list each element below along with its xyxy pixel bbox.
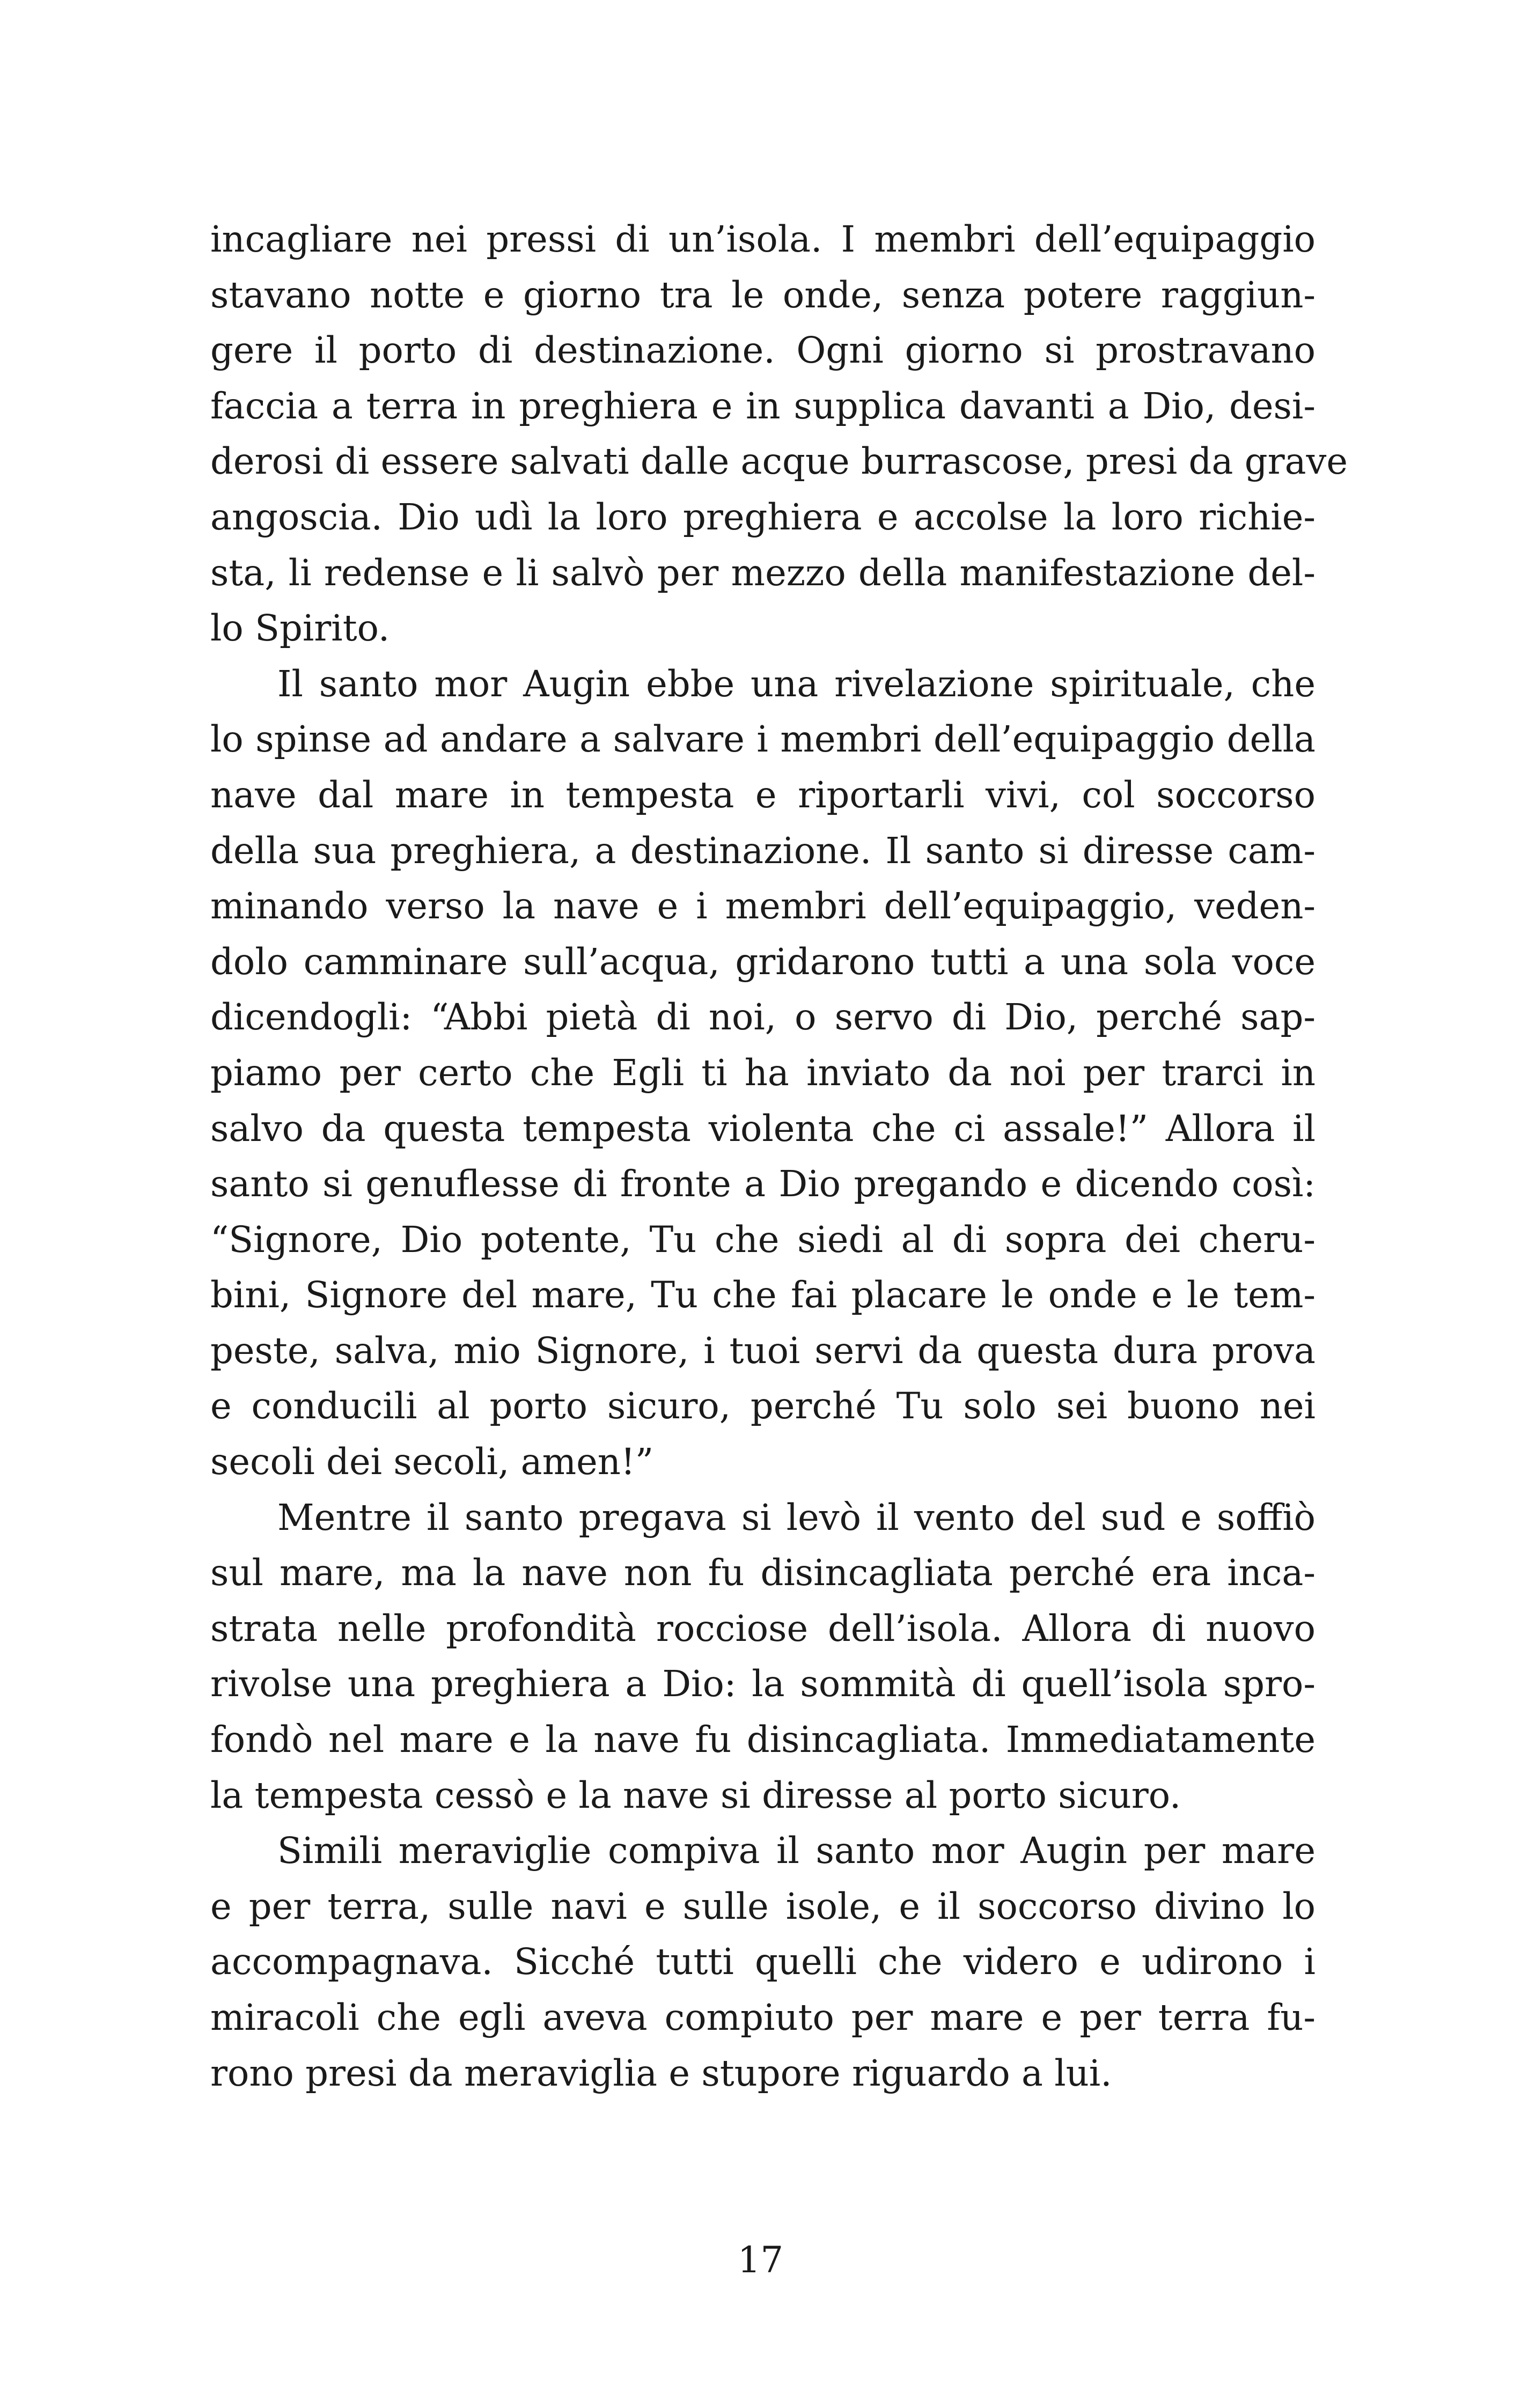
text-line: “Signore, Dio potente, Tu che siedi al di sopra dei cheru- [210, 1218, 1316, 1261]
paragraph [210, 1490, 1316, 1824]
text-line: peste, salva, mio Signore, i tuoi servi da questa dura prova [210, 1329, 1316, 1372]
text-line: miracoli che egli aveva compiuto per mare e per terra fu- [210, 1997, 1316, 2038]
text-line: stavano notte e giorno tra le onde, senza potere raggiun- [210, 274, 1316, 316]
text-line: bini, Signore del mare, Tu che fai placare le onde e le tem- [210, 1274, 1316, 1316]
text-line: piamo per certo che Egli ti ha inviato da noi per trarci in [210, 1051, 1316, 1094]
paragraph [210, 212, 1348, 657]
text-line: gere il porto di destinazione. Ogni giorno si prostravano [210, 329, 1316, 372]
text-line: accompagnava. Sicché tutti quelli che videro e udirono i [210, 1941, 1316, 1983]
text-line: derosi di essere salvati dalle acque burrascose, presi da grave [210, 440, 1348, 483]
text-line: della sua preghiera, a destinazione. Il santo si diresse cam- [210, 829, 1316, 872]
text-line: salvo da questa tempesta violenta che ci assale!” Allora il [210, 1107, 1316, 1150]
text-line: dicendogli: “Abbi pietà di noi, o servo di Dio, perché sap- [210, 996, 1316, 1039]
text-line: minando verso la nave e i membri dell’equipaggio, veden- [210, 885, 1316, 927]
body-text [210, 212, 1348, 2101]
text-line: Simili meraviglie compiva il santo mor Augin per mare [277, 1830, 1316, 1872]
paragraph [210, 1823, 1316, 2101]
text-line: angoscia. Dio udì la loro preghiera e accolse la loro richie- [210, 496, 1316, 538]
paragraph [210, 657, 1316, 1490]
text-line: lo spinse ad andare a salvare i membri dell’equipaggio della [210, 718, 1316, 761]
text-line: nave dal mare in tempesta e riportarli vivi, col soccorso [210, 774, 1316, 816]
text-line: dolo camminare sull’acqua, gridarono tutti a una sola voce [210, 940, 1316, 983]
page-number: 17 [737, 2239, 784, 2281]
text-line: Il santo mor Augin ebbe una rivelazione spirituale, che [277, 662, 1316, 705]
text-line: faccia a terra in preghiera e in supplica davanti a Dio, desi- [210, 385, 1316, 427]
text-line: sul mare, ma la nave non fu disincagliata perché era inca- [210, 1552, 1316, 1594]
text-line: fondò nel mare e la nave fu disincagliata. Immediatamente [210, 1719, 1316, 1761]
text-line: santo si genuflesse di fronte a Dio pregando e dicendo così: [210, 1163, 1316, 1205]
text-line: Mentre il santo pregava si levò il vento del sud e soffiò [277, 1496, 1316, 1538]
text-line: sta, li redense e li salvò per mezzo della manifestazione del- [210, 551, 1316, 594]
text-line: incagliare nei pressi di un’isola. I membri dell’equipaggio [210, 218, 1316, 260]
text-line: e conducili al porto sicuro, perché Tu solo sei buono nei [210, 1385, 1316, 1427]
text-line: e per terra, sulle navi e sulle isole, e il soccorso divino lo [210, 1885, 1316, 1927]
text-line: strata nelle profondità rocciose dell’isola. Allora di nuovo [210, 1607, 1316, 1649]
text-line: rono presi da meraviglia e stupore riguardo a lui. [210, 2052, 1112, 2094]
text-line: la tempesta cessò e la nave si diresse al porto sicuro. [210, 1774, 1181, 1816]
text-line: lo Spirito. [210, 607, 390, 650]
text-line: secoli dei secoli, amen!” [210, 1441, 654, 1483]
text-line: rivolse una preghiera a Dio: la sommità di quell’isola spro- [210, 1663, 1316, 1705]
